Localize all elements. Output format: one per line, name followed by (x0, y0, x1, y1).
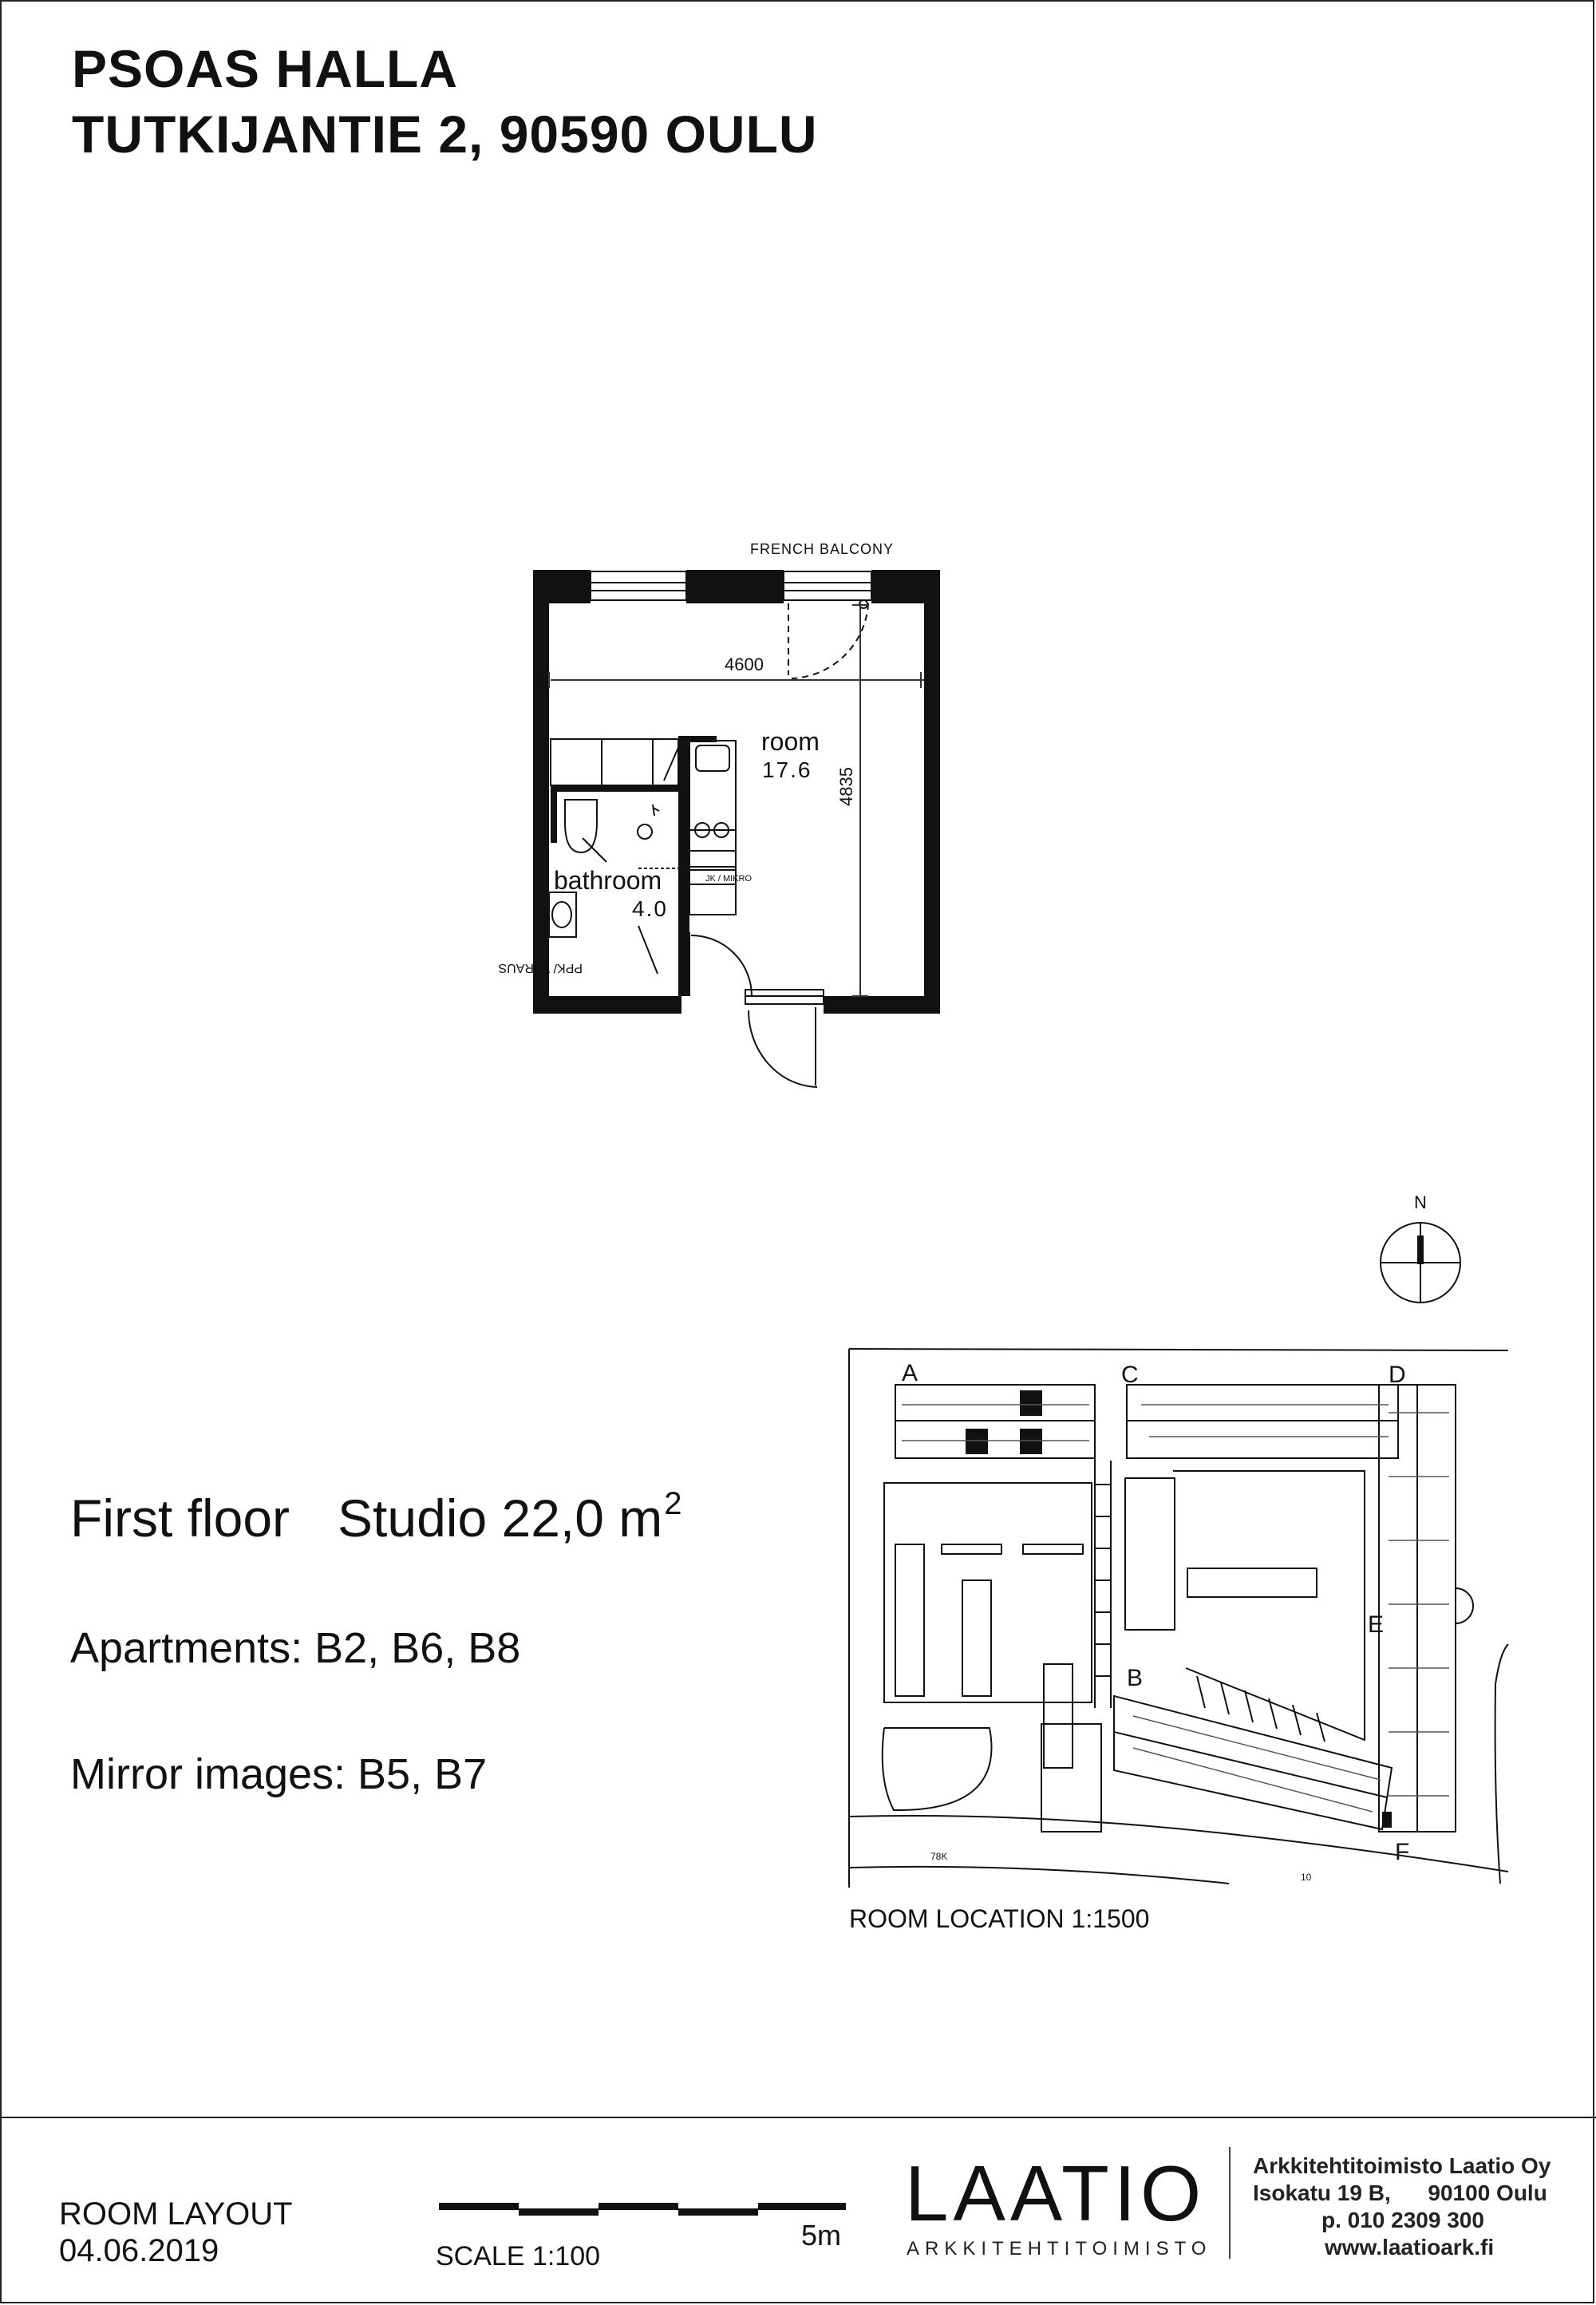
scale-bar (437, 2196, 852, 2228)
dimension-width-label: 4600 (725, 654, 764, 674)
balcony-label: FRENCH BALCONY (750, 541, 895, 557)
site-road-label-1: 78K (930, 1851, 948, 1862)
site-marker-d: D (1389, 1362, 1406, 1388)
footer-divider (0, 2117, 1596, 2118)
document-date: 04.06.2019 (59, 2233, 219, 2268)
studio-label: Studio 22,0 m (338, 1489, 663, 1548)
firm-address: Isokatu 19 B, 90100 Oulu (1253, 2180, 1547, 2205)
room-area: 17.6 (762, 757, 812, 782)
site-road-label-2: 10 (1301, 1872, 1312, 1883)
laatio-logo: LAATIO (905, 2149, 1207, 2237)
site-marker-b: A (902, 1360, 918, 1386)
north-label: N (1414, 1192, 1427, 1212)
studio-unit-sup: 2 (664, 1486, 682, 1521)
floor-label: First floor (70, 1489, 290, 1548)
site-marker-c: C (1121, 1362, 1139, 1388)
room-label: room (761, 727, 820, 756)
site-block-south (1114, 1696, 1392, 1829)
apartments-list: Apartments: B2, B6, B8 (70, 1624, 521, 1672)
firm-phone: p. 010 2309 300 (1321, 2208, 1484, 2232)
site-plan-caption: ROOM LOCATION 1:1500 (849, 1904, 1150, 1933)
site-marker-e: E (1368, 1611, 1385, 1638)
firm-website: www.laatioark.fi (1325, 2235, 1495, 2260)
dimension-depth-label: 4835 (836, 767, 856, 806)
building-name: PSOAS HALLA (72, 39, 459, 98)
bathroom-area: 4.0 (632, 896, 668, 921)
site-marker-a: B (1127, 1665, 1144, 1691)
storage-label: PPK/ VARAUS (498, 961, 583, 975)
mirror-images-list: Mirror images: B5, B7 (70, 1750, 488, 1798)
site-block-middle (1125, 1478, 1175, 1630)
bathroom-label: bathroom (554, 866, 662, 895)
document-type: ROOM LAYOUT (59, 2196, 293, 2232)
footer-vertical-divider (1229, 2147, 1231, 2259)
firm-name: Arkkitehtitoimisto Laatio Oy (1253, 2153, 1551, 2178)
scale-end-label: 5m (801, 2219, 842, 2252)
building-address: TUTKIJANTIE 2, 90590 OULU (72, 105, 818, 164)
scale-label: SCALE 1:100 (436, 2241, 601, 2271)
laatio-logo-subtitle: ARKKITEHTITOIMISTO (907, 2238, 1212, 2260)
site-marker-f: F (1395, 1839, 1410, 1865)
kitchen-label: JK / MIKRO (705, 874, 753, 884)
